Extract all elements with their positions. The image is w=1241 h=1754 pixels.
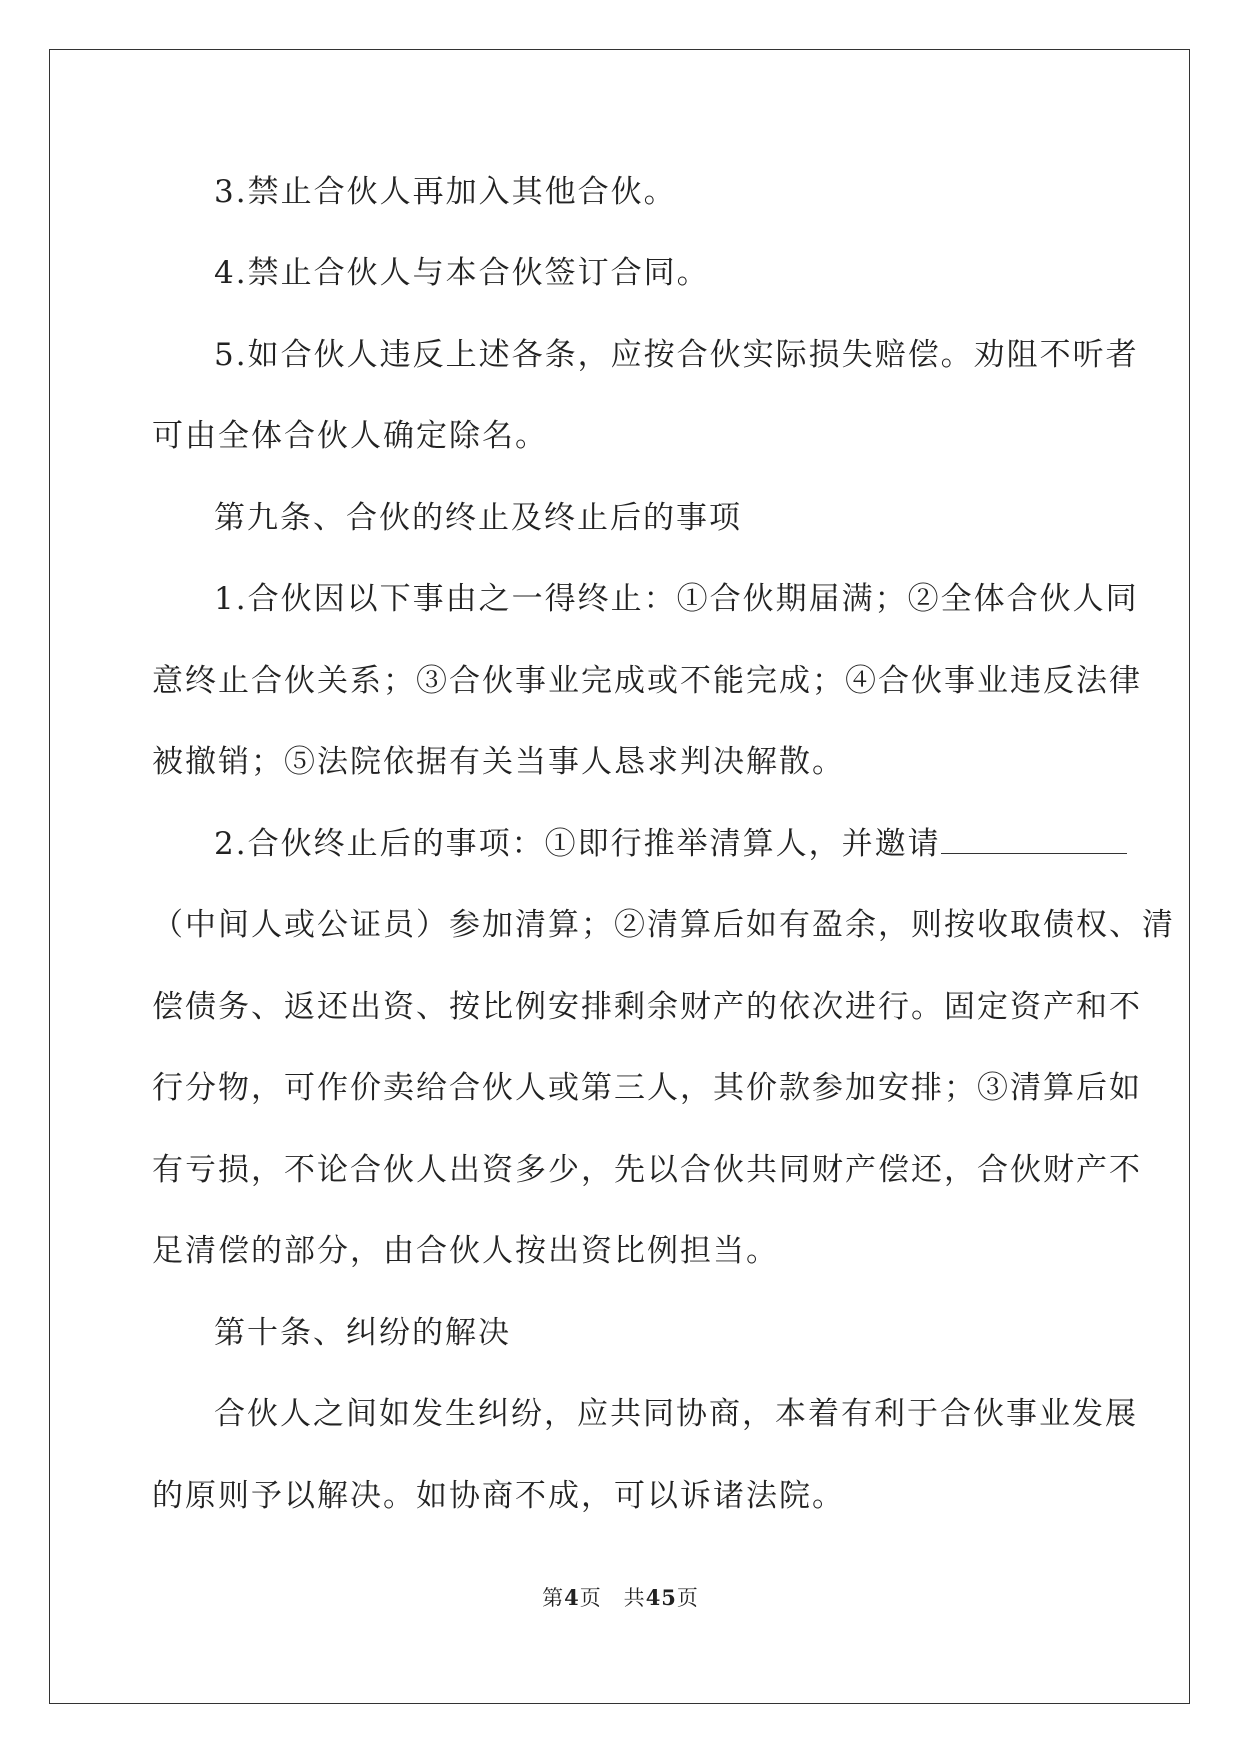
paragraph-line: 偿债务、返还出资、按比例安排剩余财产的依次进行。固定资产和不 (152, 989, 1142, 1025)
page-suffix: 页 (676, 1586, 699, 1610)
paragraph-line: 合伙人之间如发生纠纷，应共同协商，本着有利于合伙事业发展 (214, 1396, 1138, 1432)
page-middle: 页 共 (579, 1586, 646, 1610)
page-number: 4 (564, 1585, 580, 1610)
paragraph-line: 意终止合伙关系；③合伙事业完成或不能完成；④合伙事业违反法律 (152, 663, 1142, 699)
paragraph-line: 有亏损，不论合伙人出资多少，先以合伙共同财产偿还，合伙财产不 (152, 1152, 1142, 1188)
paragraph-line: 1.合伙因以下事由之一得终止：①合伙期届满；②全体合伙人同 (214, 581, 1139, 617)
paragraph-line: 3.禁止合伙人再加入其他合伙。 (214, 174, 677, 210)
page-border (49, 49, 1190, 1704)
paragraph-line: 的原则予以解决。如协商不成，可以诉诸法院。 (152, 1478, 845, 1514)
paragraph-line: 足清偿的部分，由合伙人按出资比例担当。 (152, 1233, 779, 1269)
paragraph-line: 可由全体合伙人确定除名。 (152, 418, 548, 454)
section-heading: 第九条、合伙的终止及终止后的事项 (214, 500, 742, 536)
section-heading: 第十条、纠纷的解决 (214, 1315, 511, 1351)
paragraph-text: 2.合伙终止后的事项：①即行推举清算人，并邀请 (214, 826, 941, 862)
paragraph-line: 5.如合伙人违反上述各条，应按合伙实际损失赔偿。劝阻不听者 (214, 337, 1139, 373)
fill-in-blank (941, 825, 1127, 854)
paragraph-line: 行分物，可作价卖给合伙人或第三人，其价款参加安排；③清算后如 (152, 1070, 1142, 1106)
paragraph-line: （中间人或公证员）参加清算；②清算后如有盈余，则按收取债权、清 (152, 907, 1175, 943)
paragraph-line: 4.禁止合伙人与本合伙签订合同。 (214, 255, 710, 291)
total-pages: 45 (645, 1585, 677, 1610)
page-footer (0, 1582, 1241, 1612)
paragraph-line: 被撤销；⑤法院依据有关当事人恳求判决解散。 (152, 744, 845, 780)
page-prefix: 第 (542, 1586, 565, 1610)
paragraph-line (214, 824, 1094, 864)
